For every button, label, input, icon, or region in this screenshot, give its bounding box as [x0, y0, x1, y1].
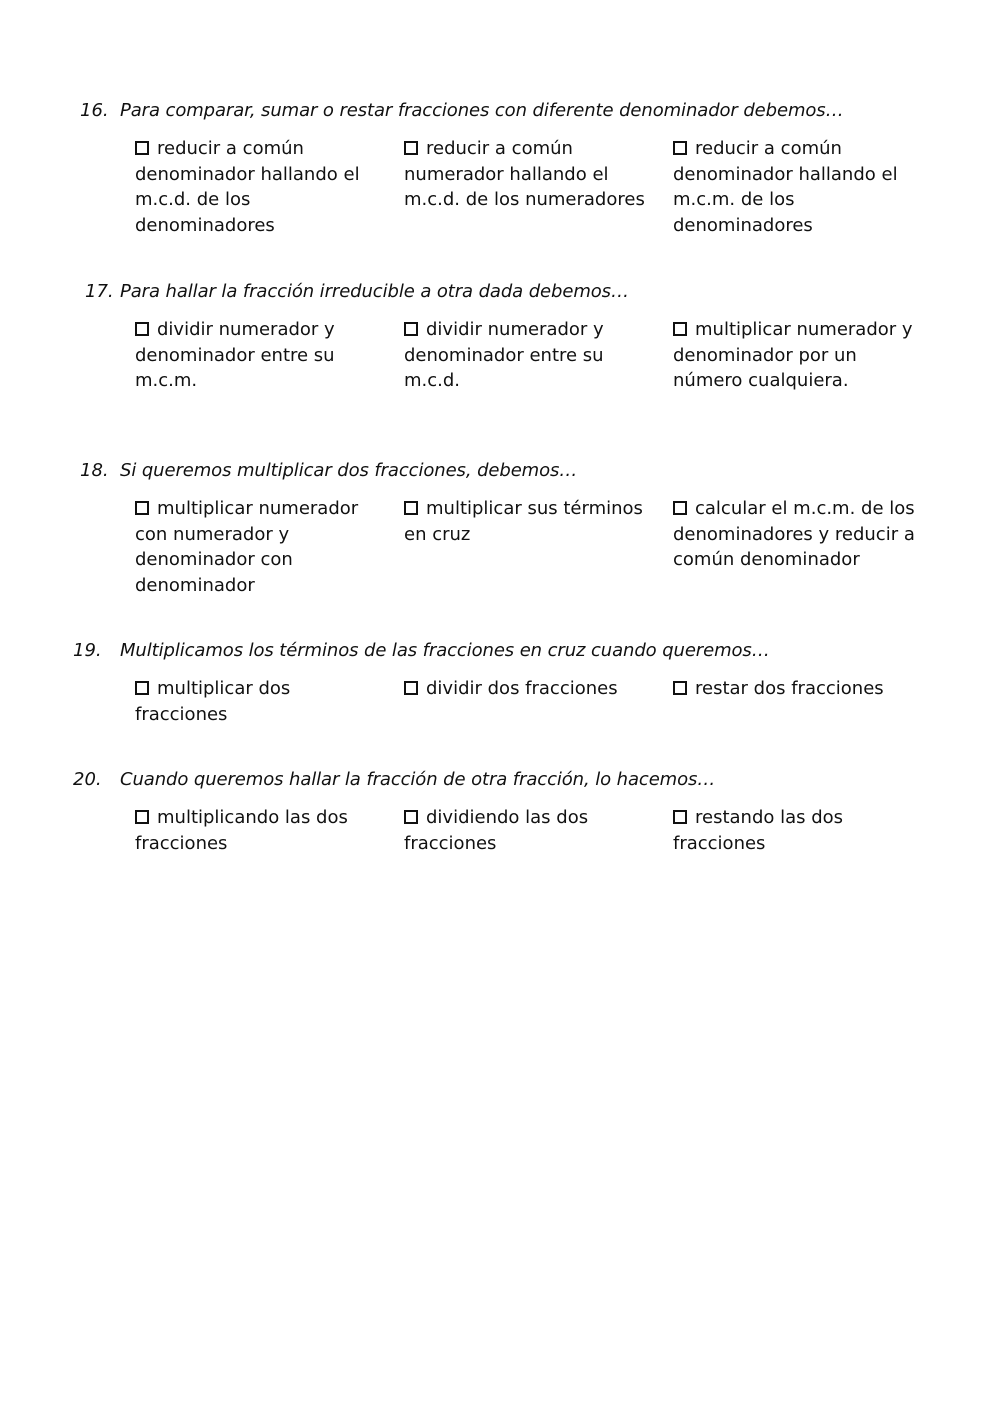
checkbox-icon[interactable]	[673, 681, 687, 695]
option-c[interactable]	[673, 676, 923, 702]
option-label: multiplicar sus términos en cruz	[404, 498, 643, 545]
option-b[interactable]	[404, 805, 654, 856]
option-label: reducir a común denominador hallando el m.c.d. de los denominadores	[135, 138, 360, 236]
checkbox-icon[interactable]	[673, 501, 687, 515]
question-text: Cuando queremos hallar la fracción de otra fracción, lo hacemos…	[120, 769, 716, 790]
option-label: multiplicar numerador con numerador y denominador con denominador	[135, 498, 359, 596]
option-a[interactable]	[135, 136, 385, 238]
option-c[interactable]	[673, 136, 923, 238]
question-number: 17.	[85, 281, 114, 302]
checkbox-icon[interactable]	[135, 501, 149, 515]
option-label: dividir numerador y denominador entre su m.c.d.	[404, 319, 604, 391]
option-label: restando las dos fracciones	[673, 807, 844, 854]
question-text: Multiplicamos los términos de las fracciones en cruz cuando queremos…	[120, 640, 770, 661]
question-text: Para comparar, sumar o restar fracciones con diferente denominador debemos…	[120, 100, 844, 121]
option-c[interactable]	[673, 496, 923, 573]
question-number: 20.	[73, 769, 102, 790]
question-text: Si queremos multiplicar dos fracciones, debemos…	[120, 460, 578, 481]
option-a[interactable]	[135, 676, 385, 727]
checkbox-icon[interactable]	[404, 322, 418, 336]
checkbox-icon[interactable]	[673, 141, 687, 155]
option-label: multiplicar numerador y denominador por un número cualquiera.	[673, 319, 913, 391]
option-label: restar dos fracciones	[695, 678, 884, 699]
option-label: multiplicar dos fracciones	[135, 678, 291, 725]
checkbox-icon[interactable]	[135, 141, 149, 155]
option-c[interactable]	[673, 805, 923, 856]
option-a[interactable]	[135, 496, 385, 598]
question-number: 19.	[73, 640, 102, 661]
option-b[interactable]	[404, 676, 654, 702]
question-number: 16.	[80, 100, 109, 121]
checkbox-icon[interactable]	[404, 501, 418, 515]
question-number: 18.	[80, 460, 109, 481]
option-label: dividiendo las dos fracciones	[404, 807, 589, 854]
question-text: Para hallar la fracción irreducible a otra dada debemos…	[120, 281, 629, 302]
option-label: reducir a común denominador hallando el m.c.m. de los denominadores	[673, 138, 898, 236]
checkbox-icon[interactable]	[135, 810, 149, 824]
checkbox-icon[interactable]	[135, 322, 149, 336]
option-label: reducir a común numerador hallando el m.c.d. de los numeradores	[404, 138, 645, 210]
option-b[interactable]	[404, 317, 654, 394]
checkbox-icon[interactable]	[404, 810, 418, 824]
checkbox-icon[interactable]	[404, 141, 418, 155]
option-a[interactable]	[135, 805, 385, 856]
option-b[interactable]	[404, 496, 654, 547]
option-label: dividir numerador y denominador entre su m.c.m.	[135, 319, 335, 391]
option-a[interactable]	[135, 317, 385, 394]
option-b[interactable]	[404, 136, 654, 213]
option-c[interactable]	[673, 317, 923, 394]
checkbox-icon[interactable]	[673, 322, 687, 336]
checkbox-icon[interactable]	[404, 681, 418, 695]
checkbox-icon[interactable]	[135, 681, 149, 695]
option-label: dividir dos fracciones	[426, 678, 618, 699]
option-label: multiplicando las dos fracciones	[135, 807, 348, 854]
checkbox-icon[interactable]	[673, 810, 687, 824]
option-label: calcular el m.c.m. de los denominadores y reducir a común denominador	[673, 498, 915, 570]
